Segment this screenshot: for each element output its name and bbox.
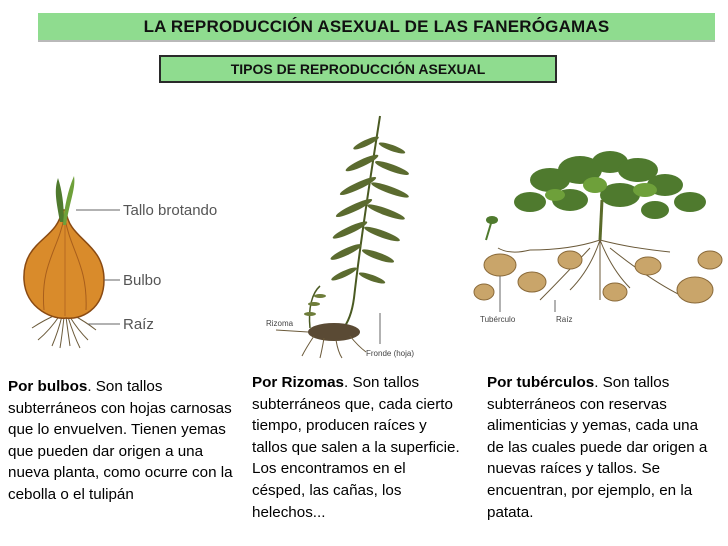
page-title: LA REPRODUCCIÓN ASEXUAL DE LAS FANERÓGAMAS	[38, 13, 715, 42]
rhizome-text: . Son tallos subterráneos que, cada cierto tiempo, producen raíces y tallos que salen a la superficie. Los encontramos en el césped, las cañas, los helechos...	[252, 374, 460, 521]
bulb-shape	[24, 210, 104, 318]
label-tuber: Tubérculo	[480, 315, 516, 324]
bulb-text: . Son tallos subterráneos con hojas carnosas que lo envuelven. Tienen yemas que pueden dar origen a una nueva planta, como ocurre con la cebolla o el tulipán	[8, 378, 233, 503]
tuber-description	[487, 372, 712, 523]
potato-illustration	[470, 140, 728, 330]
section-subtitle: TIPOS DE REPRODUCCIÓN ASEXUAL	[159, 55, 557, 83]
rhizome-description	[252, 372, 462, 523]
bulb-illustration	[0, 170, 250, 350]
potato-tuber	[484, 254, 516, 276]
fern-illustration	[262, 108, 422, 364]
bulb-description	[8, 376, 234, 506]
label-root-potato: Raíz	[556, 315, 573, 324]
rhizome-heading: Por Rizomas	[252, 374, 344, 391]
label-rhizome: Rizoma	[266, 319, 294, 328]
tuber-text: . Son tallos subterráneos con reservas alimenticias y yemas, cada una de las cuales puede dar origen a nuevas raíces y tallos. Se encuentran, por ejemplo, en la patata.	[487, 374, 708, 521]
bulb-heading: Por bulbos	[8, 378, 88, 395]
label-bulb: Bulbo	[123, 272, 162, 289]
label-root: Raíz	[123, 316, 154, 333]
label-frond: Fronde (hoja)	[366, 349, 415, 358]
label-stem: Tallo brotando	[123, 202, 218, 219]
tuber-heading: Por tubérculos	[487, 374, 595, 391]
